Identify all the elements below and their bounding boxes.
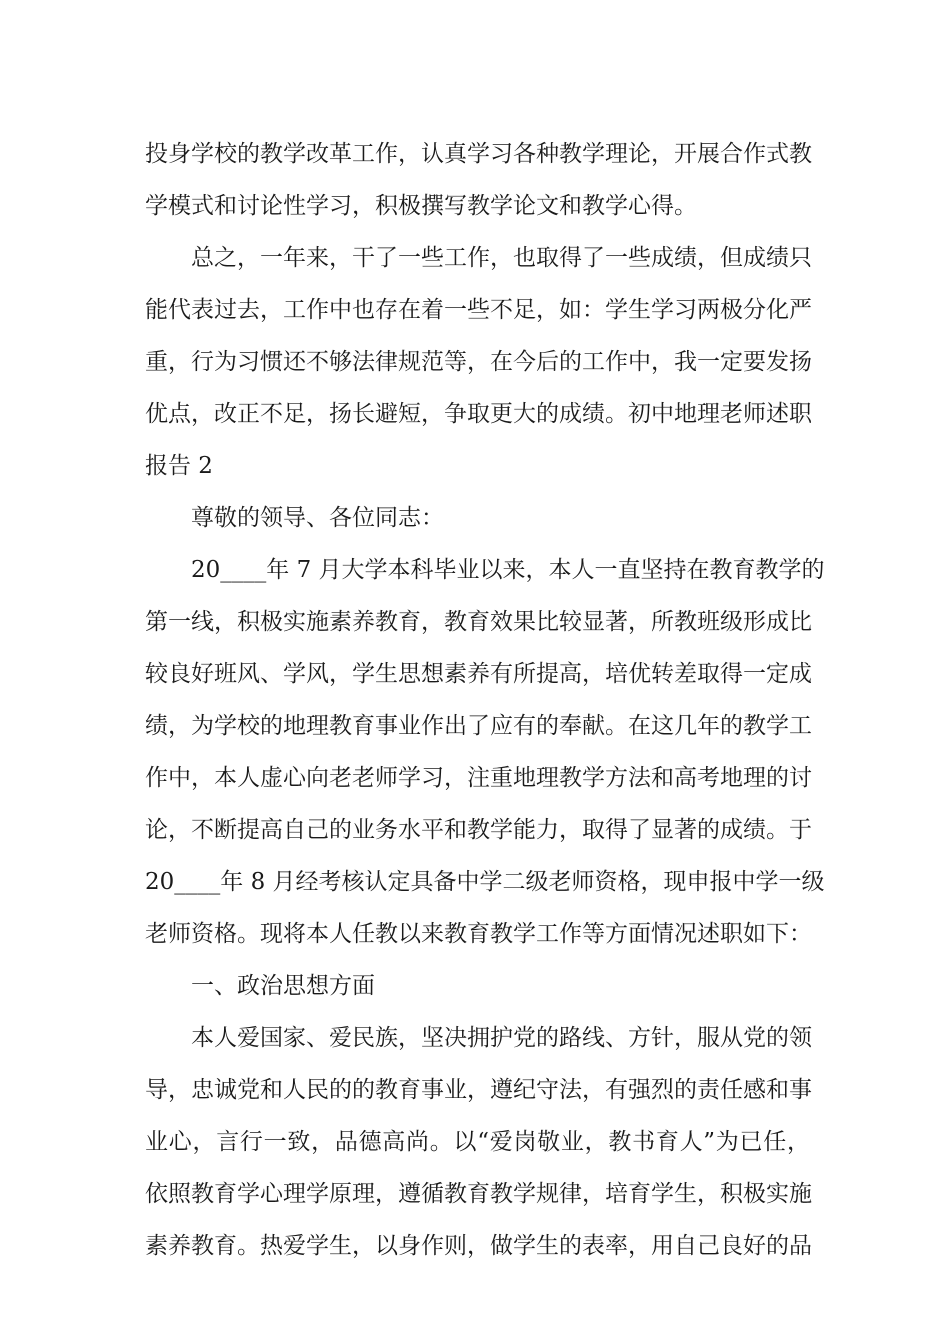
text-line: 报告 2 (145, 453, 213, 479)
text-line: 重，行为习惯还不够法律规范等，在今后的工作中，我一定要发扬 (145, 349, 812, 375)
salutation-line: 尊敬的领导、各位同志： (191, 505, 444, 531)
text-line: 业心，言行一致，品德高尚。以“爱岗敬业，教书育人”为已任， (145, 1129, 810, 1155)
text-line: 优点，改正不足，扬长避短，争取更大的成绩。初中地理老师述职 (145, 401, 812, 427)
document-body (145, 128, 825, 1272)
text-line: 作中，本人虚心向老老师学习，注重地理教学方法和高考地理的讨 (145, 765, 812, 791)
text-line: 能代表过去，工作中也存在着一些不足，如：学生学习两极分化严 (145, 297, 812, 323)
paragraph-start-line: 总之，一年来，干了一些工作，也取得了一些成绩，但成绩只 (191, 245, 812, 271)
text-line: 投身学校的教学改革工作，认真学习各种教学理论，开展合作式教 (145, 141, 812, 167)
text-line: 老师资格。现将本人任教以来教育教学工作等方面情况述职如下： (145, 921, 812, 947)
text-line: 导，忠诚党和人民的的教育事业，遵纪守法，有强烈的责任感和事 (145, 1077, 812, 1103)
text-line: 20____年 8 月经考核认定具备中学二级老师资格，现申报中学一级 (145, 869, 825, 895)
text-line: 依照教育学心理学原理，遵循教育教学规律，培育学生，积极实施 (145, 1181, 812, 1207)
text-line: 论，不断提高自己的业务水平和教学能力，取得了显著的成绩。于 (145, 817, 812, 843)
section-heading: 一、政治思想方面 (191, 973, 375, 999)
paragraph-start-line: 20____年 7 月大学本科毕业以来，本人一直坚持在教育教学的 (191, 557, 825, 583)
text-line: 素养教育。热爱学生，以身作则，做学生的表率，用自己良好的品 (145, 1233, 812, 1259)
text-line: 绩，为学校的地理教育事业作出了应有的奉献。在这几年的教学工 (145, 713, 812, 739)
text-line: 较良好班风、学风，学生思想素养有所提高，培优转差取得一定成 (145, 661, 812, 687)
text-line: 学模式和讨论性学习，积极撰写教学论文和教学心得。 (145, 193, 697, 219)
paragraph-start-line: 本人爱国家、爱民族，坚决拥护党的路线、方针，服从党的领 (191, 1025, 812, 1051)
text-line: 第一线，积极实施素养教育，教育效果比较显著，所教班级形成比 (145, 609, 812, 635)
